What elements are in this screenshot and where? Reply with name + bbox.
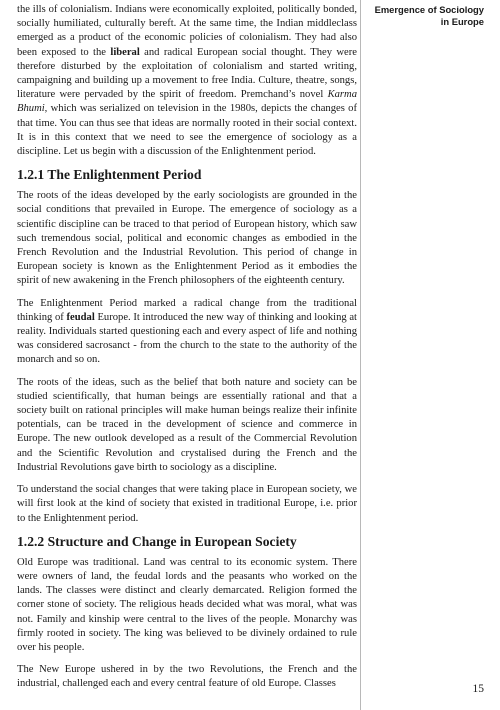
italic-title-karma-bhumi: Karma Bhumi, [17, 89, 357, 115]
margin-divider [360, 0, 361, 710]
intro-paragraph [17, 3, 357, 159]
paragraph-old-europe: Old Europe was traditional. Land was central to its economic system. There were owners of land, the feudal lords and the peasants who worked on the lands. The classes were distinct and clearly demarcated. Religion formed the corner stone of society. The religious heads decided what was moral, what was not. Family and kinship were central to the lives of the people. Monarchy was firmly rooted in society. The king was believed to be divinely ordained to rule over his people. [17, 556, 357, 653]
text-run: The Enlightenment Period marked a radical change from the traditional thinking of [17, 297, 357, 323]
section-heading-enlightenment: 1.2.1 The Enlightenment Period [17, 167, 202, 183]
paragraph-science-commerce: The roots of the ideas, such as the belief that both nature and society can be studied scientifically, that human beings are essentially rational and that a society built on rational principles will make human beings realize their infinite potentials, can be traced in the development of science and commerce in Europe. The new outlook developed as a result of the Commercial Revolution and the Scientific Revolution and crystalised during the French and the Industrial Revolutions gave birth to sociology as a discipline. [17, 376, 357, 473]
page-number: 15 [472, 683, 484, 695]
text-run: which was serialized on television in the 1980s, depicts the changes of that time. You can thus see that ideas are normally rooted in their social context. It is in this context that we need to see the emergence of sociology as a discipline. Let us begin with a discussion of the Enlightenment period. [17, 103, 357, 158]
running-header-line-2: in Europe [440, 16, 484, 27]
text-run: the ills of colonialism. Indians were economically exploited, politically bonded, socially humiliated, culturally bereft. At the same time, the Indian middleclass emerged as a product of the economic policies of colonialism. They had also been exposed to the [17, 4, 357, 58]
running-header [364, 4, 484, 28]
paragraph-roots-of-ideas: The roots of the ideas developed by the early sociologists are grounded in the social conditions that prevailed in Europe. The emergence of sociology as a scientific discipline can be traced to that period of European history, which saw such tremendous social, political and economic changes as embodied in the French Revolution and the Industrial Revolution. This period of change in European society is known as the Enlightenment Period as it embodies the spirit of new awakening in the French philosophers of the eighteenth century. [17, 190, 357, 287]
paragraph-understand-changes: To understand the social changes that were taking place in European society, we will first look at the kind of society that existed in traditional Europe, i.e. prior to the Enlightenment period. [17, 484, 357, 524]
paragraph-radical-change [17, 297, 357, 368]
running-header-line-1: Emergence of Sociology [374, 4, 484, 15]
main-text-column [17, 3, 357, 700]
section-heading-structure-change: 1.2.2 Structure and Change in European Society [17, 533, 297, 549]
text-run: Europe. It introduced the new way of thinking and looking at reality. Individuals started questioning each and every aspect of life and nothing was considered sacrosanct - from the church to the state to the authority of the monarch and so on. [17, 311, 358, 366]
bold-term-liberal: liberal [110, 46, 140, 58]
bold-term-feudal: feudal [66, 311, 95, 323]
paragraph-new-europe: The New Europe ushered in by the two Revolutions, the French and the industrial, challenged each and every central feature of old Europe. Classes [17, 664, 357, 690]
text-run: and radical European social thought. They were therefore disturbed by the exploitation of colonialism and started writing, campaigning and building up a movement to free India. Culture, theatre, songs, literature were pervaded by the spirit of freedom. Premchand’s novel [17, 46, 357, 101]
